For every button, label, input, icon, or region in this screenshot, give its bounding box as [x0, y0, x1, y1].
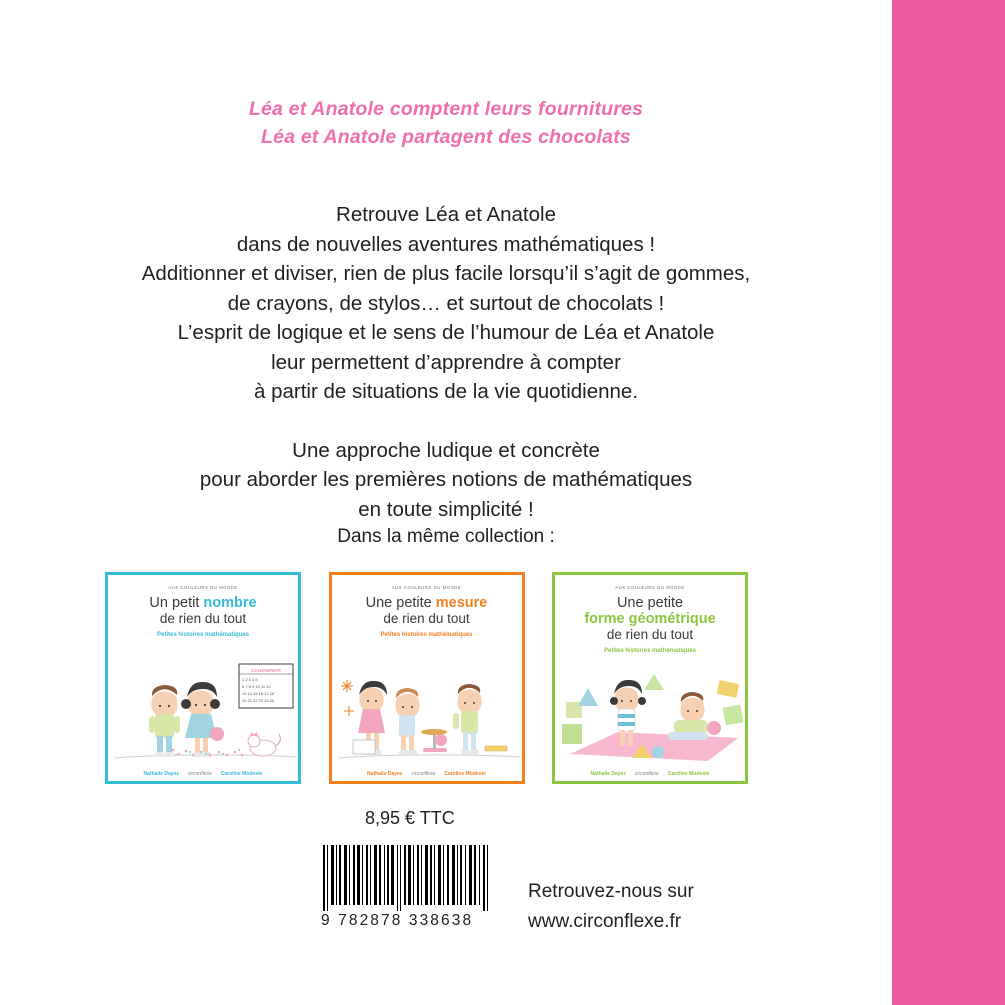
book-header [335, 578, 519, 662]
svg-text:1 2 3 4 5: 1 2 3 4 5 [242, 677, 258, 682]
blurb-line: pour aborder les premières notions de mathématiques [199, 468, 693, 491]
blurb-line: de crayons, de stylos… et surtout de chocolats ! [227, 291, 665, 315]
book-title [558, 595, 742, 643]
book-title [111, 595, 295, 627]
blurb-paragraph-2 [0, 436, 892, 525]
book-credits [111, 771, 295, 777]
book-title-line2: de rien du tout [383, 611, 470, 626]
website-url[interactable]: www.circonflexe.fr [528, 911, 682, 932]
price-label: 8,95 € TTC [365, 808, 455, 828]
find-us-block [528, 877, 694, 937]
blurb-text [0, 200, 892, 524]
book-title-highlight: mesure [435, 595, 488, 611]
svg-text:CALENDRIER: CALENDRIER [251, 668, 281, 673]
book-title-highlight: forme géométrique [584, 611, 716, 627]
book-cover-illustration [335, 662, 519, 763]
blurb-line: L’esprit de logique et le sens de l’humour de Léa et Anatole [177, 321, 715, 344]
book-title-plain: Une petite [365, 595, 436, 611]
svg-text:20 21 22 23 24 25: 20 21 22 23 24 25 [242, 698, 275, 703]
book-publisher: circonflexe [634, 771, 659, 777]
svg-text:6 7 8 9 10 11 12: 6 7 8 9 10 11 12 [242, 684, 271, 689]
find-us-label: Retrouvez-nous sur [528, 881, 694, 902]
blurb-line: dans de nouvelles aventures mathématiques ! [236, 232, 656, 256]
blurb-line: à partir de situations de la vie quotidienne. [253, 380, 639, 403]
book-title [335, 595, 519, 627]
book-header [558, 578, 742, 662]
barcode-number: 9 782878 338638 [321, 912, 474, 929]
book-cover-illustration [558, 662, 742, 763]
book-titles [0, 95, 892, 151]
book-imprint: AUX COULEURS DU MONDE [391, 585, 462, 590]
book-title-highlight: nombre [203, 595, 257, 611]
title-line-1: Léa et Anatole comptent leurs fournitures [248, 98, 644, 120]
blurb-paragraph-1 [0, 200, 892, 407]
book-illustrator: Caroline Modeste [220, 771, 263, 777]
book-imprint: AUX COULEURS DU MONDE [168, 585, 238, 590]
book-title-plain: Une petite [616, 595, 684, 611]
book-author: Nathalie Dayez [367, 771, 403, 777]
title-line-2: Léa et Anatole partagent des chocolats [261, 126, 631, 148]
book-subtitle: Petites histoires mathématiques [380, 632, 473, 638]
barcode [321, 845, 491, 911]
blurb-line: leur permettent d’apprendre à compter [271, 350, 621, 374]
book-illustrator: Caroline Modeste [444, 771, 486, 777]
blurb-line: en toute simplicité ! [358, 497, 534, 521]
collection-label: Dans la même collection : [337, 526, 555, 547]
list-item[interactable] [552, 572, 748, 784]
book-publisher: circonflexe [187, 771, 212, 777]
svg-text:13 14 15 16 17 18: 13 14 15 16 17 18 [242, 691, 275, 696]
book-credits [558, 771, 742, 777]
book-title-line2: de rien du tout [606, 627, 694, 642]
book-title-line2: de rien du tout [159, 611, 247, 626]
book-author: Nathalie Dayez [143, 771, 179, 777]
blurb-line: Additionner et diviser, rien de plus facile lorsqu’il s’agit de gommes, [141, 262, 751, 285]
book-subtitle: Petites histoires mathématiques [603, 648, 697, 654]
book-subtitle: Petites histoires mathématiques [156, 632, 250, 638]
book-author: Nathalie Dayez [590, 771, 626, 777]
collection-book-list [105, 572, 748, 787]
book-title-plain: Un petit [149, 595, 204, 611]
blurb-line: Retrouve Léa et Anatole [336, 203, 556, 226]
list-item[interactable] [329, 572, 525, 784]
list-item[interactable] [105, 572, 301, 784]
blurb-line: Une approche ludique et concrète [292, 438, 600, 462]
book-publisher: circonflexe [411, 771, 436, 777]
book-illustrator: Caroline Modeste [667, 771, 710, 777]
book-cover-illustration [111, 662, 295, 763]
book-header [111, 578, 295, 662]
book-imprint: AUX COULEURS DU MONDE [615, 585, 685, 590]
spine-strip [892, 0, 1005, 1005]
book-credits [335, 771, 519, 777]
